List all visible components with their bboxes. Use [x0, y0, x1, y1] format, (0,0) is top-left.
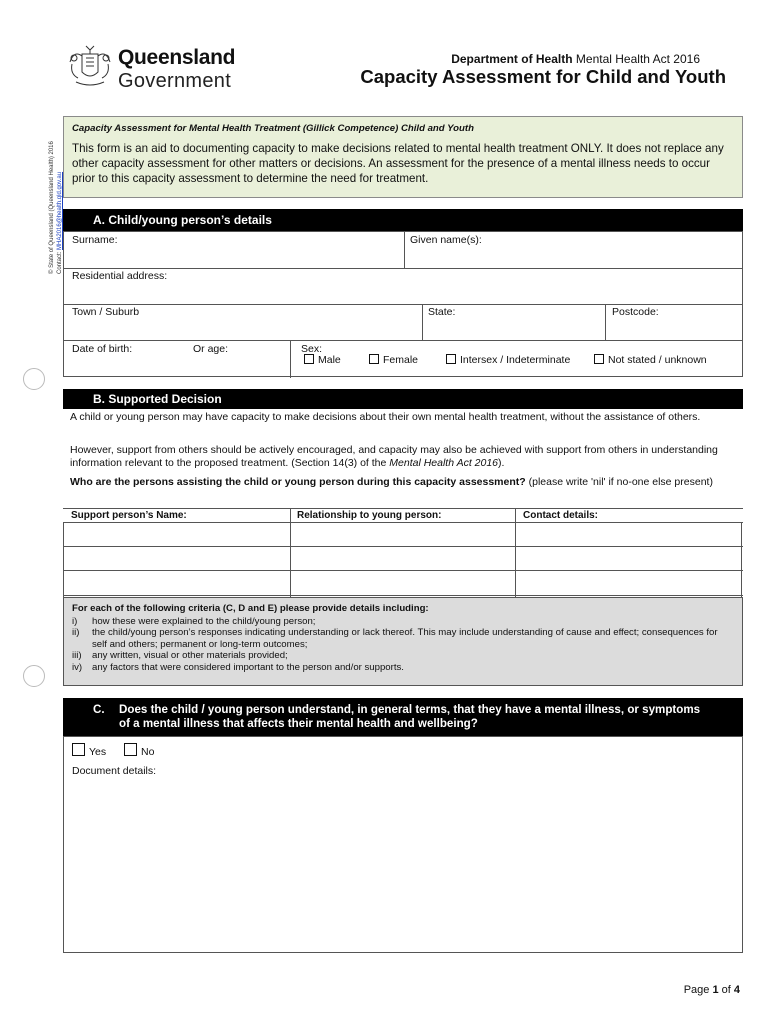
checkbox-icon[interactable]: [369, 354, 379, 364]
support-question: [70, 476, 740, 489]
answer-no-label: No: [141, 746, 155, 758]
list-number: iv): [72, 661, 83, 673]
section-c-answer-box: [63, 736, 743, 953]
list-text: how these were explained to the child/young person;: [92, 615, 316, 627]
col-divider: [515, 509, 516, 597]
page-prefix: Page: [683, 984, 713, 996]
page-current: 1: [712, 984, 719, 996]
row-divider: [64, 340, 742, 341]
queensland-government-logo: [64, 42, 244, 96]
col-divider: [63, 522, 64, 597]
col-divider: [605, 304, 606, 340]
header-divider: [63, 522, 743, 523]
postcode-field[interactable]: Postcode:: [612, 306, 659, 318]
col-header-contact: Contact details:: [523, 510, 599, 521]
section-b-para1: A child or young person may have capacity to make decisions about their own mental health treatment, without the assistance of others.: [70, 411, 701, 423]
para2-text: However, support from others should be actively encouraged, and capacity may also be achieved with support from others in understanding information relevant to the proposed treatment. (Section 14(3) of the: [70, 444, 718, 469]
sex-not-stated-label: Not stated / unknown: [608, 354, 707, 366]
checkbox-icon[interactable]: [72, 743, 85, 756]
answer-yes-label: Yes: [89, 746, 107, 758]
row-divider: [64, 268, 742, 269]
list-text: any written, visual or other materials provided;: [92, 650, 288, 661]
list-item: [72, 627, 734, 650]
section-b-para2: [70, 444, 740, 470]
residential-address-field[interactable]: Residential address:: [72, 270, 168, 282]
intro-box: [63, 116, 743, 198]
logo-government-text: Government: [118, 70, 232, 92]
list-text: the child/young person’s responses indicating understanding or lack thereof. This may include understanding of cause and effect; consequences for self and others; permanent or long-term outcomes;: [92, 627, 718, 650]
contact-email-link[interactable]: MHA2016@health.qld.gov.au: [57, 171, 63, 250]
sex-label: Sex:: [301, 343, 323, 355]
town-suburb-field[interactable]: Town / Suburb: [72, 306, 140, 318]
col-header-relationship: Relationship to young person:: [297, 510, 442, 521]
row-divider: [64, 304, 742, 305]
support-persons-table: [63, 508, 743, 596]
list-text: any factors that were considered important to the person and/or supports.: [92, 661, 404, 673]
punch-hole-mark: [23, 665, 45, 687]
sex-intersex-label: Intersex / Indeterminate: [460, 354, 571, 366]
sex-male-label: Male: [318, 354, 341, 366]
answer-no-option[interactable]: [124, 743, 154, 758]
intro-body: This form is an aid to documenting capacity to make decisions related to mental health treatment ONLY. It does not replace any other capacity assessment for other matters or decisions. An assessment for the presence of a mental illness needs to occur prior to this capacity assessment to determine the need for treatment.: [72, 142, 724, 185]
list-number: iii): [72, 650, 82, 661]
checkbox-icon[interactable]: [124, 743, 137, 756]
date-of-birth-field[interactable]: Date of birth:: [72, 343, 133, 355]
checkbox-icon[interactable]: [304, 354, 314, 364]
col-divider: [741, 522, 742, 597]
criteria-heading: For each of the following criteria (C, D and E) please provide details including:: [72, 603, 429, 614]
state-field[interactable]: State:: [428, 306, 456, 318]
department-line: [451, 52, 700, 66]
coat-of-arms-icon: [64, 42, 116, 92]
list-number: ii): [72, 627, 80, 638]
col-divider: [404, 232, 405, 268]
section-a-form: [63, 231, 743, 377]
col-divider: [290, 509, 291, 597]
list-item: [72, 650, 734, 662]
age-field[interactable]: Or age:: [193, 343, 229, 355]
page-number: [684, 984, 740, 996]
list-item: [72, 662, 734, 674]
surname-field[interactable]: Surname:: [72, 234, 118, 246]
col-divider: [290, 340, 291, 378]
punch-hole-mark: [23, 368, 45, 390]
sex-intersex-option[interactable]: [446, 354, 570, 366]
section-c-question: Does the child / young person understand, in general terms, that they have a mental illness, or symptoms of a mental illness that affects their mental health and wellbeing?: [119, 703, 701, 730]
section-b-heading: B. Supported Decision: [63, 389, 743, 409]
section-c-heading: [63, 698, 743, 736]
copyright-text: © State of Queensland (Queensland Health) 2016: [49, 141, 55, 274]
col-header-name: Support person’s Name:: [71, 510, 187, 521]
answer-yes-option[interactable]: [72, 743, 106, 758]
support-question-bold: Who are the persons assisting the child or young person during this capacity assessment?: [70, 476, 526, 488]
col-divider: [422, 304, 423, 340]
given-names-field[interactable]: Given name(s):: [410, 234, 482, 246]
para2-end: ).: [498, 457, 505, 469]
list-item: [72, 616, 734, 628]
page-title: Capacity Assessment for Child and Youth: [360, 66, 726, 87]
list-number: i): [72, 615, 78, 627]
sex-male-option[interactable]: [304, 354, 341, 366]
page-total: 4: [733, 984, 740, 996]
sex-female-label: Female: [383, 354, 419, 366]
act-reference: Mental Health Act 2016: [389, 457, 499, 469]
checkbox-icon[interactable]: [446, 354, 456, 364]
row-divider: [63, 570, 743, 571]
row-divider: [63, 546, 743, 547]
department-name: Department of Health: [451, 52, 573, 66]
checkbox-icon[interactable]: [594, 354, 604, 364]
page-of: of: [718, 984, 734, 996]
sex-female-option[interactable]: [369, 354, 418, 366]
section-a-heading: A. Child/young person’s details: [63, 209, 743, 231]
support-question-note: (please write 'nil' if no-one else present): [525, 476, 713, 488]
intro-title: Capacity Assessment for Mental Health Treatment (Gillick Competence) Child and Youth: [72, 123, 474, 134]
logo-queensland-text: Queensland: [118, 46, 236, 69]
contact-prefix: Contact:: [57, 249, 63, 274]
act-name: Mental Health Act 2016: [572, 52, 700, 66]
sex-not-stated-option[interactable]: [594, 354, 707, 366]
criteria-list: [72, 616, 734, 674]
document-details-field[interactable]: Document details:: [72, 765, 157, 777]
criteria-box: [63, 597, 743, 686]
section-c-letter: C.: [93, 703, 105, 716]
